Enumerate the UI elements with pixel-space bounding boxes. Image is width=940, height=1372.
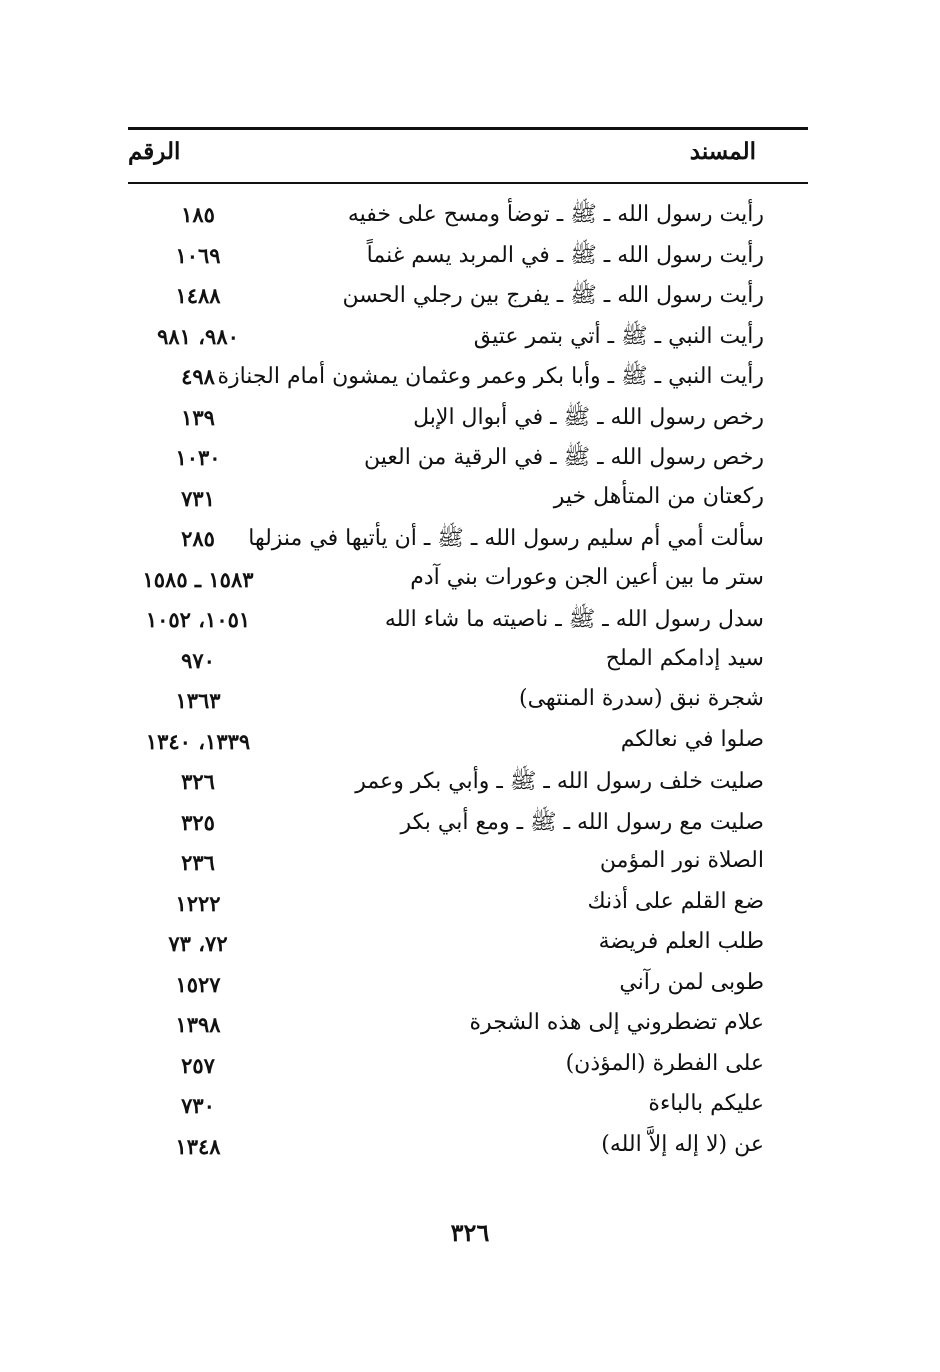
entry-number: ١٠٣٠	[175, 445, 221, 470]
entry-text: علام تضطروني إلى هذه الشجرة	[469, 1010, 764, 1035]
entry-text: عليكم بالباءة	[648, 1091, 764, 1116]
entry-text: سألت أمي أم سليم رسول الله ـ ﷺ ـ أن يأتيها في منزلها	[248, 526, 764, 551]
entry-number: ١٣٣٩، ١٣٤٠	[145, 728, 251, 754]
list-item	[128, 520, 808, 561]
entry-text: سيد إدامكم الملح	[605, 645, 764, 671]
list-item	[128, 601, 808, 642]
list-item	[128, 439, 808, 480]
list-item	[128, 561, 808, 602]
list-item	[128, 966, 808, 1007]
entry-text: رأيت رسول الله ـ ﷺ ـ في المربد يسم غنماً	[366, 242, 764, 268]
list-item	[128, 1006, 808, 1047]
entry-text: طلب العلم فريضة	[598, 929, 764, 954]
entry-number: ٤٩٨	[181, 364, 215, 389]
list-item	[128, 196, 808, 237]
top-rule	[128, 127, 808, 130]
entry-number: ١٣٤٨	[175, 1133, 221, 1159]
entry-text: صليت مع رسول الله ـ ﷺ ـ ومع أبي بكر	[400, 809, 764, 835]
list-item	[128, 682, 808, 723]
entry-number: ١٤٨٨	[175, 283, 221, 308]
entry-number: ١٥٨٣ ـ ١٥٨٥	[142, 566, 254, 592]
header-hadith-column: المسند	[689, 138, 756, 165]
table-header	[128, 138, 808, 178]
header-rule	[128, 182, 808, 184]
list-item	[128, 885, 808, 926]
list-item	[128, 723, 808, 764]
entry-number: ١٠٥١، ١٠٥٢	[145, 607, 251, 632]
entry-text: صلوا في نعالكم	[620, 726, 764, 752]
entry-text: الصلاة نور المؤمن	[599, 848, 764, 873]
list-item	[128, 925, 808, 966]
entry-number: ١٣٦٣	[175, 688, 221, 713]
entry-text: ستر ما بين أعين الجن وعورات بني آدم	[410, 564, 764, 590]
entry-text: طوبى لمن رآني	[619, 969, 764, 995]
header-number-column: الرقم	[128, 138, 181, 165]
entry-number: ٩٨٠، ٩٨١	[157, 323, 239, 349]
list-item	[128, 399, 808, 440]
list-item	[128, 277, 808, 318]
entry-number: ١٨٥	[181, 202, 215, 227]
list-item	[128, 1047, 808, 1088]
entry-number: ٧٣٠	[181, 1093, 215, 1118]
list-item	[128, 1128, 808, 1169]
entry-number: ٩٧٠	[181, 647, 215, 673]
entry-text: رخص رسول الله ـ ﷺ ـ في الرقية من العين	[364, 445, 764, 470]
entry-text: على الفطرة (المؤذن)	[565, 1050, 764, 1076]
entry-text: صليت خلف رسول الله ـ ﷺ ـ وأبي بكر وعمر	[355, 769, 764, 794]
entries-list	[128, 196, 808, 1168]
entry-text: رأيت رسول الله ـ ﷺ ـ توضأ ومسح على خفيه	[347, 202, 764, 227]
entry-number: ٧٢، ٧٣	[168, 931, 228, 956]
list-item	[128, 237, 808, 278]
entry-text: سدل رسول الله ـ ﷺ ـ ناصيته ما شاء الله	[384, 607, 764, 632]
entry-number: ١٣٩٨	[175, 1012, 221, 1037]
entry-number: ١٣٩	[181, 404, 215, 430]
list-item	[128, 642, 808, 683]
entry-number: ٧٣١	[181, 485, 215, 511]
entry-number: ٣٢٦	[181, 769, 215, 794]
entry-text: عن (لا إله إلاَّ الله)	[601, 1131, 764, 1157]
list-item	[128, 318, 808, 359]
entry-text: رأيت النبي ـ ﷺ ـ وأبا بكر وعمر وعثمان يمشون أمام الجنازة	[217, 364, 764, 389]
entry-number: ٢٥٧	[181, 1052, 215, 1078]
entry-text: رأيت رسول الله ـ ﷺ ـ يفرج بين رجلي الحسن	[342, 283, 764, 308]
entry-text: ركعتان من المتأهل خير	[553, 483, 764, 509]
list-item	[128, 1087, 808, 1128]
entry-number: ١٢٢٢	[175, 890, 221, 916]
entry-number: ١٠٦٩	[175, 242, 221, 268]
list-item	[128, 763, 808, 804]
entry-number: ٢٨٥	[181, 526, 215, 551]
entry-text: رخص رسول الله ـ ﷺ ـ في أبوال الإبل	[413, 404, 764, 430]
list-item	[128, 480, 808, 521]
entry-number: ١٥٢٧	[175, 971, 221, 997]
entry-text: ضع القلم على أذنك	[587, 888, 764, 914]
entry-number: ٢٣٦	[181, 850, 215, 875]
entry-number: ٣٢٥	[181, 809, 215, 835]
page-number: ٣٢٦	[450, 1218, 490, 1247]
list-item	[128, 804, 808, 845]
entry-text: شجرة نبق (سدرة المنتهى)	[519, 686, 764, 711]
list-item	[128, 844, 808, 885]
entry-text: رأيت النبي ـ ﷺ ـ أتي بتمر عتيق	[473, 323, 764, 349]
list-item	[128, 358, 808, 399]
